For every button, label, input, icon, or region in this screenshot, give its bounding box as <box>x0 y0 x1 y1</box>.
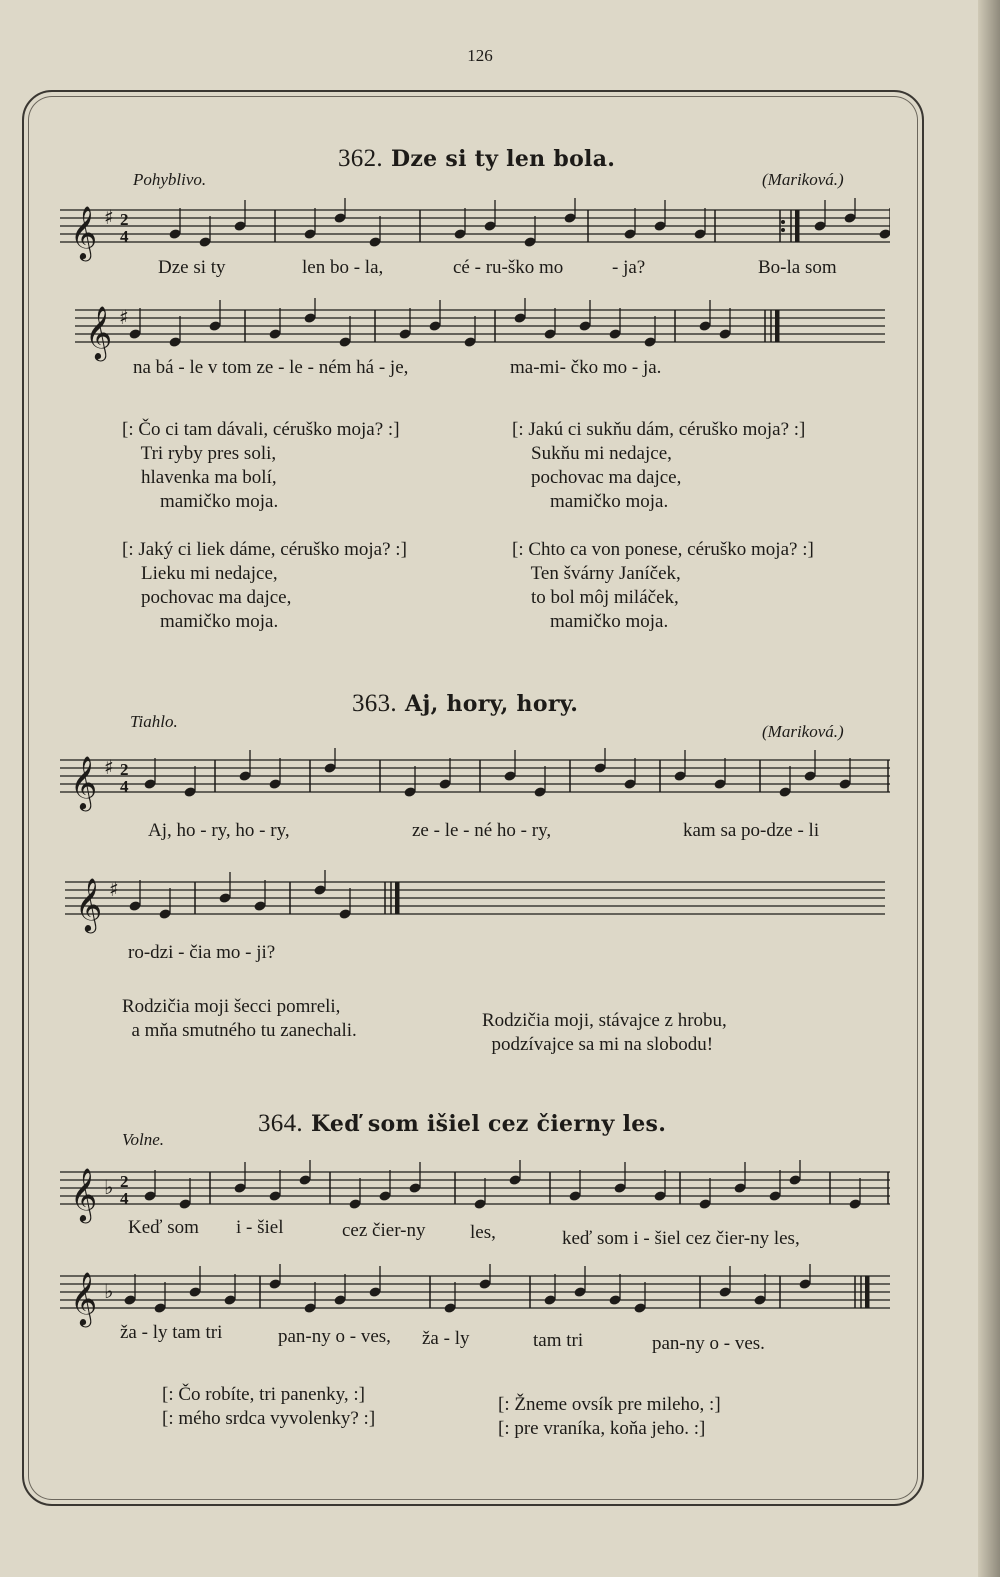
time-signature-top: 2 <box>120 210 129 229</box>
note-head <box>878 228 890 240</box>
verse-stanza: [: Čo robíte, tri panenky, :] [: mého srdca vyvolenky? :] <box>162 1384 376 1429</box>
treble-clef-icon: 𝄞 <box>70 755 98 809</box>
verse-stanza: [: Jakú ci sukňu dám, céruško moja? :] Sukňu mi nedajce, pochovac ma dajce, mamičko moja. <box>512 419 806 512</box>
sharp-icon: ♯ <box>104 755 114 779</box>
lyric-fragment: pan-ny o - ves, <box>278 1326 391 1347</box>
treble-clef-icon: 𝄞 <box>85 305 113 359</box>
lyric-fragment: ža - ly tam tri <box>120 1322 223 1343</box>
lyric-fragment: - ja? <box>612 257 646 278</box>
lyric-fragment: Bo-la som <box>758 257 837 278</box>
sharp-icon: ♯ <box>109 877 119 901</box>
final-bar-thick <box>865 1276 870 1308</box>
music-staff-363-1 <box>60 748 890 818</box>
time-signature-top: 2 <box>120 760 129 779</box>
verse-stanza: [: Chto ca von ponese, céruško moja? :] Ten švárny Janíček, to bol môj miláček, mamičko moja. <box>512 539 814 632</box>
lyric-fragment: na bá - le v tom ze - le - ném há - je, <box>133 357 409 378</box>
song-name: Dze si ty len bola. <box>390 146 616 172</box>
treble-clef-icon: 𝄞 <box>70 205 98 259</box>
verse-stanza: [: Žneme ovsík pre mileho, :] [: pre vraníka, koňa jeho. :] <box>498 1394 721 1439</box>
verse-stanza: Rodzičia moji šecci pomreli, a mňa smutného tu zanechali. <box>122 996 357 1041</box>
flat-icon: ♭ <box>104 1279 114 1303</box>
source-attribution: (Mariková.) <box>762 722 844 741</box>
time-signature-bottom: 4 <box>120 227 129 246</box>
lyric-fragment: cez čier-ny <box>342 1220 426 1241</box>
source-attribution: (Mariková.) <box>762 170 844 189</box>
treble-clef-icon: 𝄞 <box>70 1167 98 1221</box>
treble-clef-icon: 𝄞 <box>75 877 103 931</box>
lyric-fragment: len bo - la, <box>302 257 384 278</box>
song-name: Aj, hory, hory. <box>404 691 579 717</box>
lyric-fragment: ža - ly <box>422 1328 470 1349</box>
verse-stanza: Rodzičia moji, stávajce z hrobu, podzívajce sa mi na slobodu! <box>482 1010 727 1055</box>
song-title-362 <box>338 145 615 173</box>
tempo-marking: Tiahlo. <box>130 712 178 731</box>
time-signature-bottom: 4 <box>120 1189 129 1208</box>
lyric-fragment: pan-ny o - ves. <box>652 1333 765 1354</box>
lyric-fragment: keď som i - šiel cez čier-ny les, <box>562 1228 800 1249</box>
time-signature-top: 2 <box>120 1172 129 1191</box>
page-edge-shadow <box>978 0 1000 1577</box>
verse-stanza: [: Jaký ci liek dáme, céruško moja? :] Lieku mi nedajce, pochovac ma dajce, mamičko moja. <box>122 539 407 632</box>
time-signature-bottom: 4 <box>120 777 129 796</box>
song-number: 364. <box>258 1110 303 1137</box>
final-bar-thick <box>775 310 780 342</box>
song-number: 363. <box>352 690 397 717</box>
tempo-marking: Volne. <box>122 1130 165 1149</box>
lyric-fragment: ma-mi- čko mo - ja. <box>510 357 662 378</box>
song-title-364 <box>258 1110 666 1138</box>
lyric-fragment: tam tri <box>533 1330 584 1351</box>
sharp-icon: ♯ <box>119 305 129 329</box>
flat-icon: ♭ <box>104 1175 114 1199</box>
verse-stanza: [: Čo ci tam dávali, céruško moja? :] Tri ryby pres soli, hlavenka ma bolí, mamičko moja. <box>122 419 400 512</box>
lyric-fragment: les, <box>470 1222 496 1243</box>
tempo-marking: Pohyblivo. <box>133 170 207 189</box>
song-name: Keď som išiel cez čierny les. <box>310 1111 667 1137</box>
lyric-fragment: Keď som <box>128 1217 199 1238</box>
final-bar-thick <box>395 882 400 914</box>
lyric-fragment: ze - le - né ho - ry, <box>412 820 552 841</box>
repeat-dot <box>781 228 785 232</box>
lyric-fragment: Aj, ho - ry, ho - ry, <box>148 820 290 841</box>
final-bar-thick <box>795 210 800 242</box>
page-number: 126 <box>467 46 493 65</box>
song-number: 362. <box>338 145 383 172</box>
lyric-fragment: i - šiel <box>236 1217 284 1238</box>
lyric-fragment: cé - ru-ško mo <box>453 257 564 278</box>
sharp-icon: ♯ <box>104 205 114 229</box>
lyric-fragment: ro-dzi - čia mo - ji? <box>128 942 276 963</box>
treble-clef-icon: 𝄞 <box>70 1271 98 1325</box>
repeat-dot <box>781 220 785 224</box>
music-staff-363-2 <box>65 870 885 940</box>
song-title-363 <box>352 690 578 718</box>
lyric-fragment: kam sa po-dze - li <box>683 820 820 841</box>
lyric-fragment: Dze si ty <box>158 257 226 278</box>
